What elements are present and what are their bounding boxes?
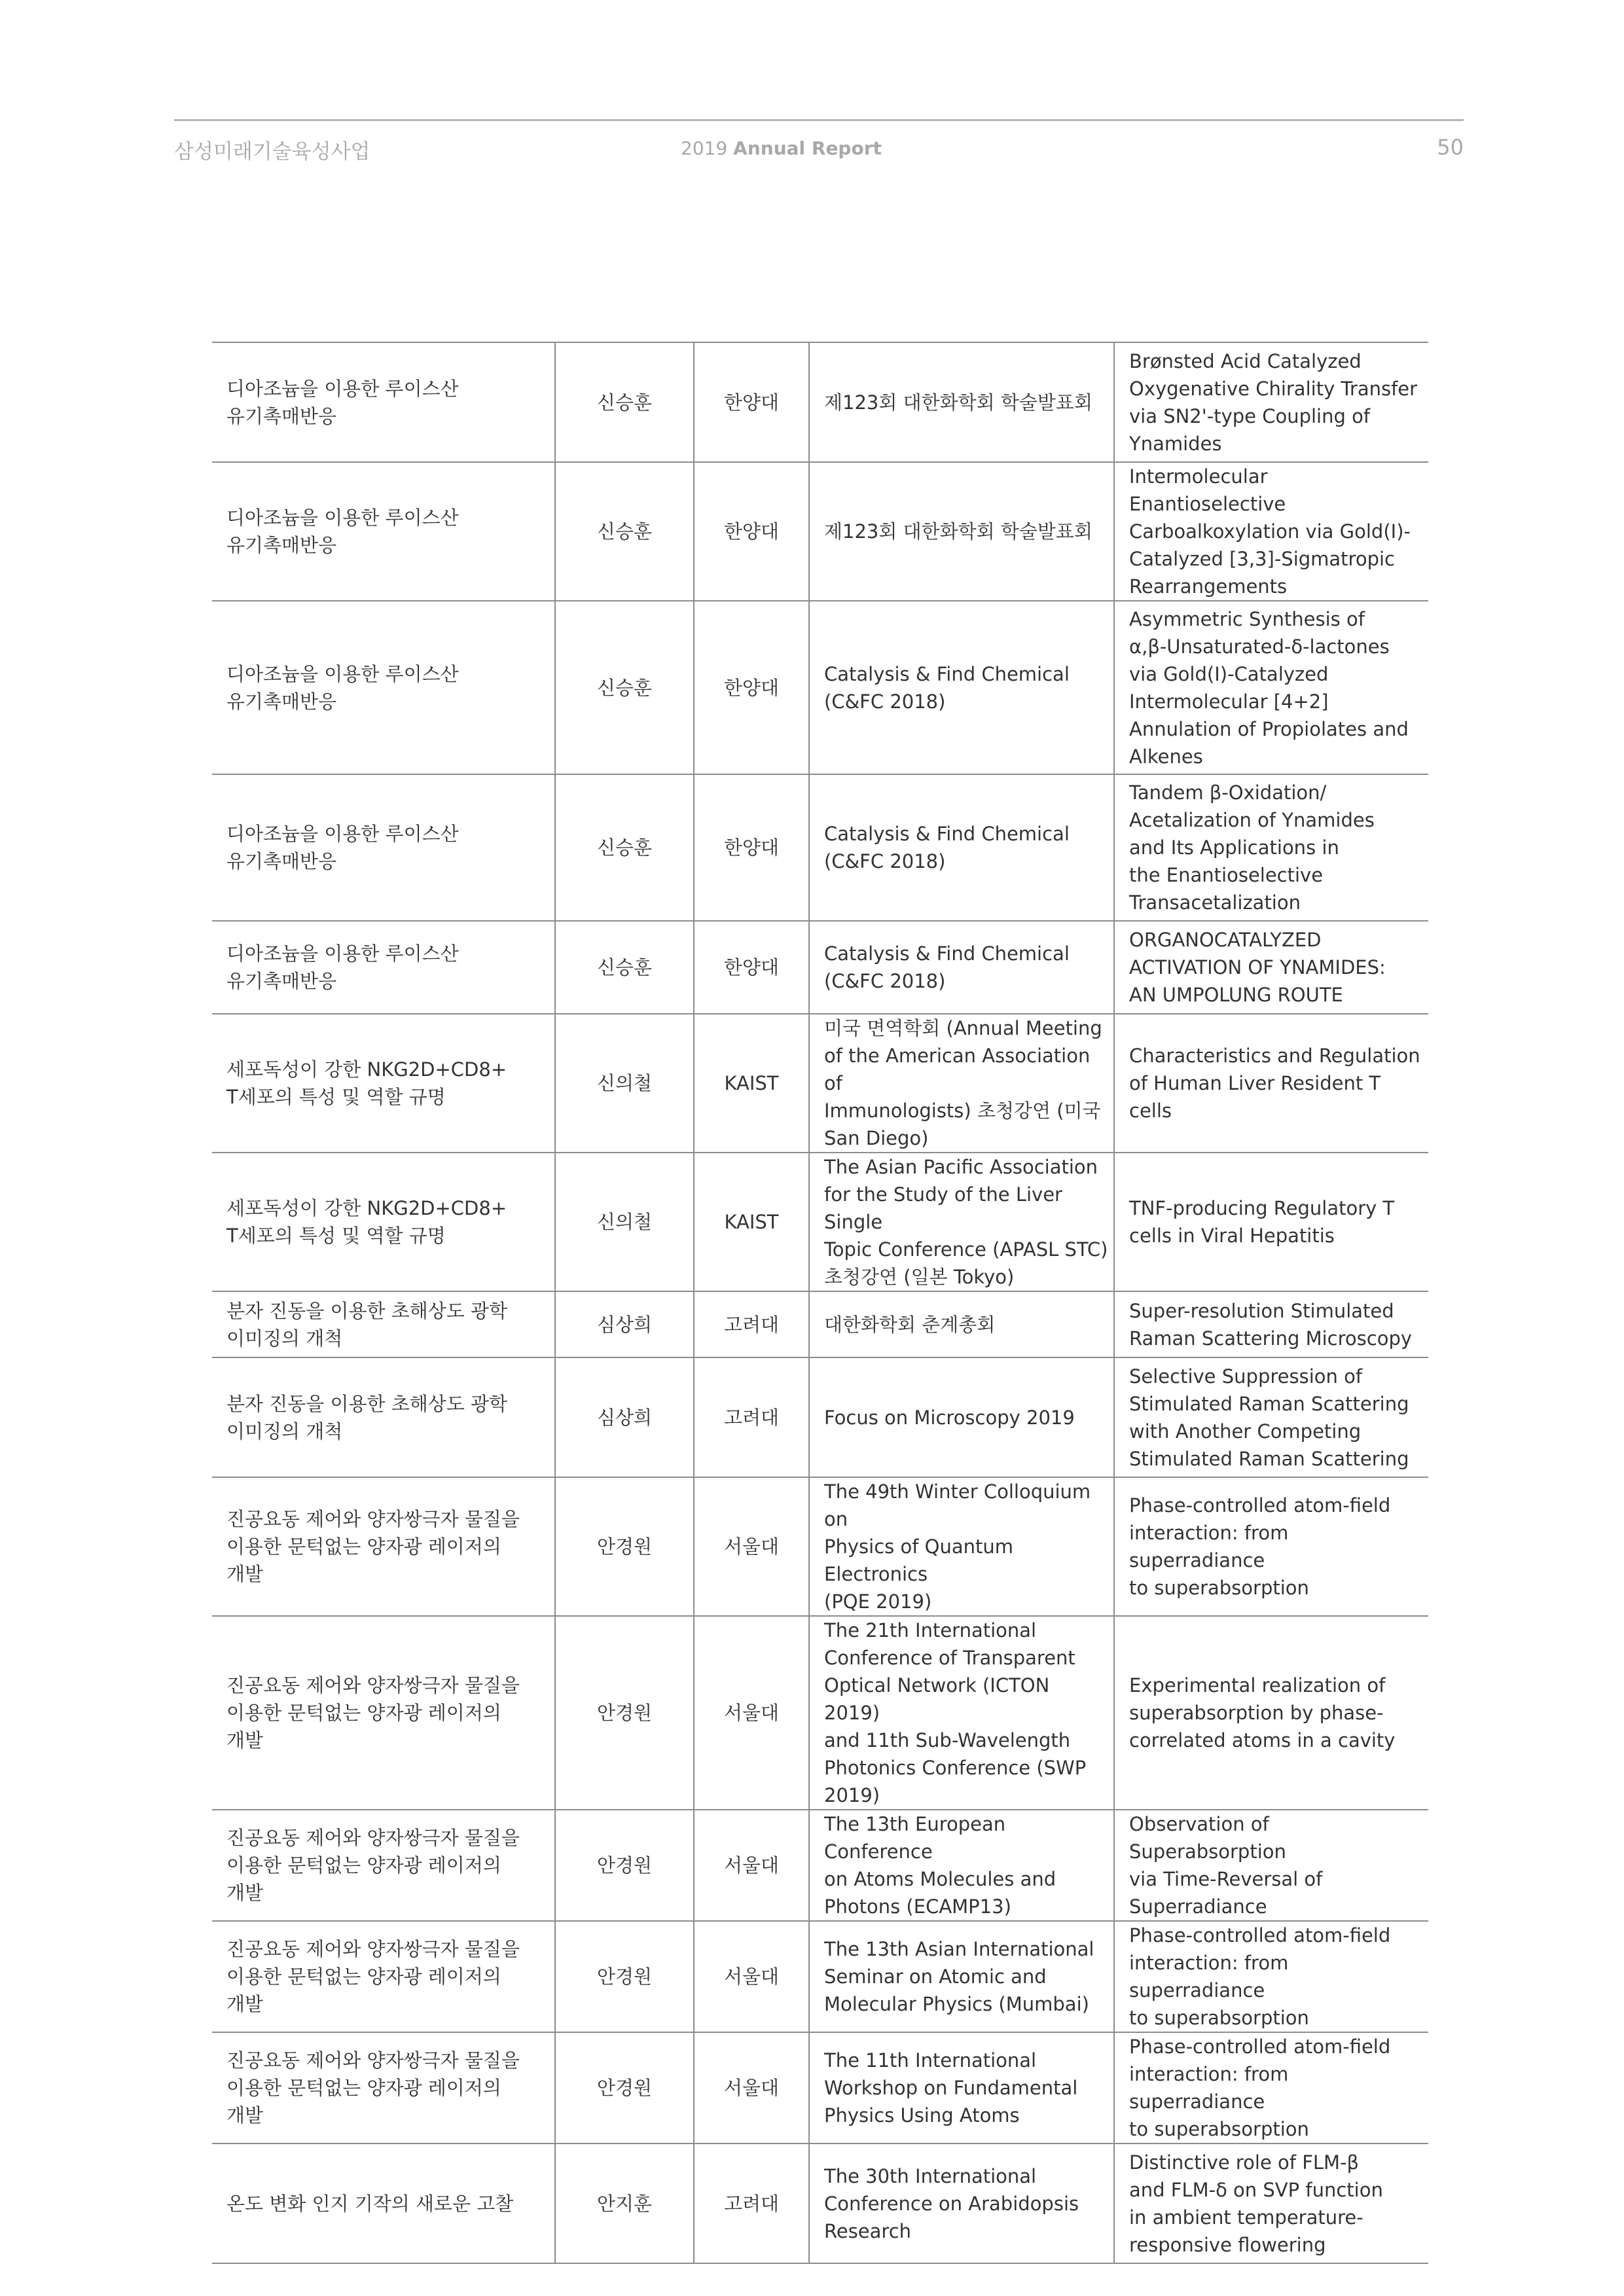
table-row	[212, 462, 1428, 601]
project-title-cell: 세포독성이 강한 NKG2D+CD8+ T세포의 특성 및 역할 규명	[212, 1014, 555, 1153]
table-row	[212, 1153, 1428, 1291]
paper-title-cell: Asymmetric Synthesis of α,β-Unsaturated-δ-lactones via Gold(I)-Catalyzed Intermolecular [4+2] Annulation of Propiolates and Alkenes	[1114, 601, 1428, 774]
table-row	[212, 774, 1428, 921]
report-year: 2019	[681, 137, 728, 159]
institution-cell: 고려대	[694, 2144, 809, 2263]
paper-title-cell: Phase-controlled atom-field interaction: from superradiance to superabsorption	[1114, 1477, 1428, 1616]
institution-cell: KAIST	[694, 1014, 809, 1153]
conference-cell: The 11th International Workshop on Fundamental Physics Using Atoms	[809, 2032, 1114, 2144]
project-title-cell: 디아조늄을 이용한 루이스산 유기촉매반응	[212, 462, 555, 601]
institution-cell: 한양대	[694, 774, 809, 921]
table-row	[212, 1921, 1428, 2032]
header-divider	[174, 119, 1464, 121]
researcher-cell: 안경원	[555, 2032, 694, 2144]
project-title-cell: 분자 진동을 이용한 초해상도 광학 이미징의 개척	[212, 1357, 555, 1477]
conference-cell: The 21th International Conference of Transparent Optical Network (ICTON 2019) and 11th Sub-Wavelength Photonics Conference (SWP 2019)	[809, 1616, 1114, 1810]
project-title-cell: 분자 진동을 이용한 초해상도 광학 이미징의 개척	[212, 1291, 555, 1357]
institution-cell: 서울대	[694, 1921, 809, 2032]
researcher-cell: 심상희	[555, 1357, 694, 1477]
institution-cell: 고려대	[694, 1291, 809, 1357]
table-body	[212, 342, 1428, 2263]
researcher-cell: 심상희	[555, 1291, 694, 1357]
researcher-cell: 안경원	[555, 1921, 694, 2032]
conference-cell: The 49th Winter Colloquium on Physics of Quantum Electronics (PQE 2019)	[809, 1477, 1114, 1616]
table-row	[212, 342, 1428, 462]
project-title-cell: 진공요동 제어와 양자쌍극자 물질을 이용한 문턱없는 양자광 레이저의 개발	[212, 1810, 555, 1921]
conference-cell: 제123회 대한화학회 학술발표회	[809, 462, 1114, 601]
researcher-cell: 신승훈	[555, 601, 694, 774]
project-title-cell: 세포독성이 강한 NKG2D+CD8+ T세포의 특성 및 역할 규명	[212, 1153, 555, 1291]
conference-cell: Focus on Microscopy 2019	[809, 1357, 1114, 1477]
project-title-cell: 진공요동 제어와 양자쌍극자 물질을 이용한 문턱없는 양자광 레이저의 개발	[212, 1616, 555, 1810]
institution-cell: 한양대	[694, 342, 809, 462]
paper-title-cell: Tandem β-Oxidation/ Acetalization of Ynamides and Its Applications in the Enantioselective Transacetalization	[1114, 774, 1428, 921]
project-title-cell: 진공요동 제어와 양자쌍극자 물질을 이용한 문턱없는 양자광 레이저의 개발	[212, 1921, 555, 2032]
conference-cell: 미국 면역학회 (Annual Meeting of the American Association of Immunologists) 초청강연 (미국 San Diego)	[809, 1014, 1114, 1153]
conference-cell: Catalysis & Find Chemical (C&FC 2018)	[809, 774, 1114, 921]
researcher-cell: 안지훈	[555, 2144, 694, 2263]
institution-cell: 서울대	[694, 1616, 809, 1810]
researcher-cell: 신승훈	[555, 774, 694, 921]
institution-cell: 한양대	[694, 462, 809, 601]
researcher-cell: 안경원	[555, 1477, 694, 1616]
table-row	[212, 921, 1428, 1014]
paper-title-cell: TNF-producing Regulatory T cells in Viral Hepatitis	[1114, 1153, 1428, 1291]
paper-title-cell: Intermolecular Enantioselective Carboalkoxylation via Gold(I)- Catalyzed [3,3]-Sigmatropic Rearrangements	[1114, 462, 1428, 601]
researcher-cell: 신승훈	[555, 342, 694, 462]
project-title-cell: 디아조늄을 이용한 루이스산 유기촉매반응	[212, 774, 555, 921]
conference-cell: The 13th European Conference on Atoms Molecules and Photons (ECAMP13)	[809, 1810, 1114, 1921]
institution-cell: 한양대	[694, 601, 809, 774]
project-title-cell: 디아조늄을 이용한 루이스산 유기촉매반응	[212, 921, 555, 1014]
program-name: 삼성미래기술육성사업	[174, 140, 370, 164]
table-row	[212, 1810, 1428, 1921]
conference-cell: Catalysis & Find Chemical (C&FC 2018)	[809, 601, 1114, 774]
conference-cell: 대한화학회 춘계총회	[809, 1291, 1114, 1357]
project-title-cell: 온도 변화 인지 기작의 새로운 고찰	[212, 2144, 555, 2263]
researcher-cell: 안경원	[555, 1810, 694, 1921]
institution-cell: 서울대	[694, 1477, 809, 1616]
institution-cell: 서울대	[694, 1810, 809, 1921]
report-title	[681, 137, 882, 159]
report-name: Annual Report	[733, 137, 882, 159]
paper-title-cell: Experimental realization of superabsorption by phase- correlated atoms in a cavity	[1114, 1616, 1428, 1810]
institution-cell: KAIST	[694, 1153, 809, 1291]
table-row	[212, 2032, 1428, 2144]
conference-cell: The 13th Asian International Seminar on Atomic and Molecular Physics (Mumbai)	[809, 1921, 1114, 2032]
table-row	[212, 1357, 1428, 1477]
table-row	[212, 1616, 1428, 1810]
researcher-cell: 신승훈	[555, 462, 694, 601]
paper-title-cell: Super-resolution Stimulated Raman Scattering Microscopy	[1114, 1291, 1428, 1357]
conference-cell: The Asian Pacific Association for the Study of the Liver Single Topic Conference (APASL STC) 초청강연 (일본 Tokyo)	[809, 1153, 1114, 1291]
table-row	[212, 601, 1428, 774]
table-row	[212, 2144, 1428, 2263]
paper-title-cell: Brønsted Acid Catalyzed Oxygenative Chirality Transfer via SN2'-type Coupling of Ynamides	[1114, 342, 1428, 462]
researcher-cell: 신의철	[555, 1014, 694, 1153]
project-title-cell: 진공요동 제어와 양자쌍극자 물질을 이용한 문턱없는 양자광 레이저의 개발	[212, 1477, 555, 1616]
table-row	[212, 1014, 1428, 1153]
paper-title-cell: Selective Suppression of Stimulated Raman Scattering with Another Competing Stimulated Raman Scattering	[1114, 1357, 1428, 1477]
paper-title-cell: Observation of Superabsorption via Time-Reversal of Superradiance	[1114, 1810, 1428, 1921]
paper-title-cell: Phase-controlled atom-field interaction: from superradiance to superabsorption	[1114, 1921, 1428, 2032]
presentations-table	[212, 342, 1428, 2264]
researcher-cell: 신의철	[555, 1153, 694, 1291]
conference-cell: Catalysis & Find Chemical (C&FC 2018)	[809, 921, 1114, 1014]
page-number: 50	[1437, 135, 1464, 160]
conference-cell: The 30th International Conference on Arabidopsis Research	[809, 2144, 1114, 2263]
project-title-cell: 디아조늄을 이용한 루이스산 유기촉매반응	[212, 342, 555, 462]
project-title-cell: 진공요동 제어와 양자쌍극자 물질을 이용한 문턱없는 양자광 레이저의 개발	[212, 2032, 555, 2144]
paper-title-cell: ORGANOCATALYZED ACTIVATION OF YNAMIDES: AN UMPOLUNG ROUTE	[1114, 921, 1428, 1014]
table-row	[212, 1477, 1428, 1616]
paper-title-cell: Phase-controlled atom-field interaction: from superradiance to superabsorption	[1114, 2032, 1428, 2144]
researcher-cell: 안경원	[555, 1616, 694, 1810]
institution-cell: 서울대	[694, 2032, 809, 2144]
researcher-cell: 신승훈	[555, 921, 694, 1014]
paper-title-cell: Distinctive role of FLM-β and FLM-δ on SVP function in ambient temperature- responsive flowering	[1114, 2144, 1428, 2263]
project-title-cell: 디아조늄을 이용한 루이스산 유기촉매반응	[212, 601, 555, 774]
table-row	[212, 1291, 1428, 1357]
conference-cell: 제123회 대한화학회 학술발표회	[809, 342, 1114, 462]
paper-title-cell: Characteristics and Regulation of Human Liver Resident T cells	[1114, 1014, 1428, 1153]
institution-cell: 고려대	[694, 1357, 809, 1477]
institution-cell: 한양대	[694, 921, 809, 1014]
